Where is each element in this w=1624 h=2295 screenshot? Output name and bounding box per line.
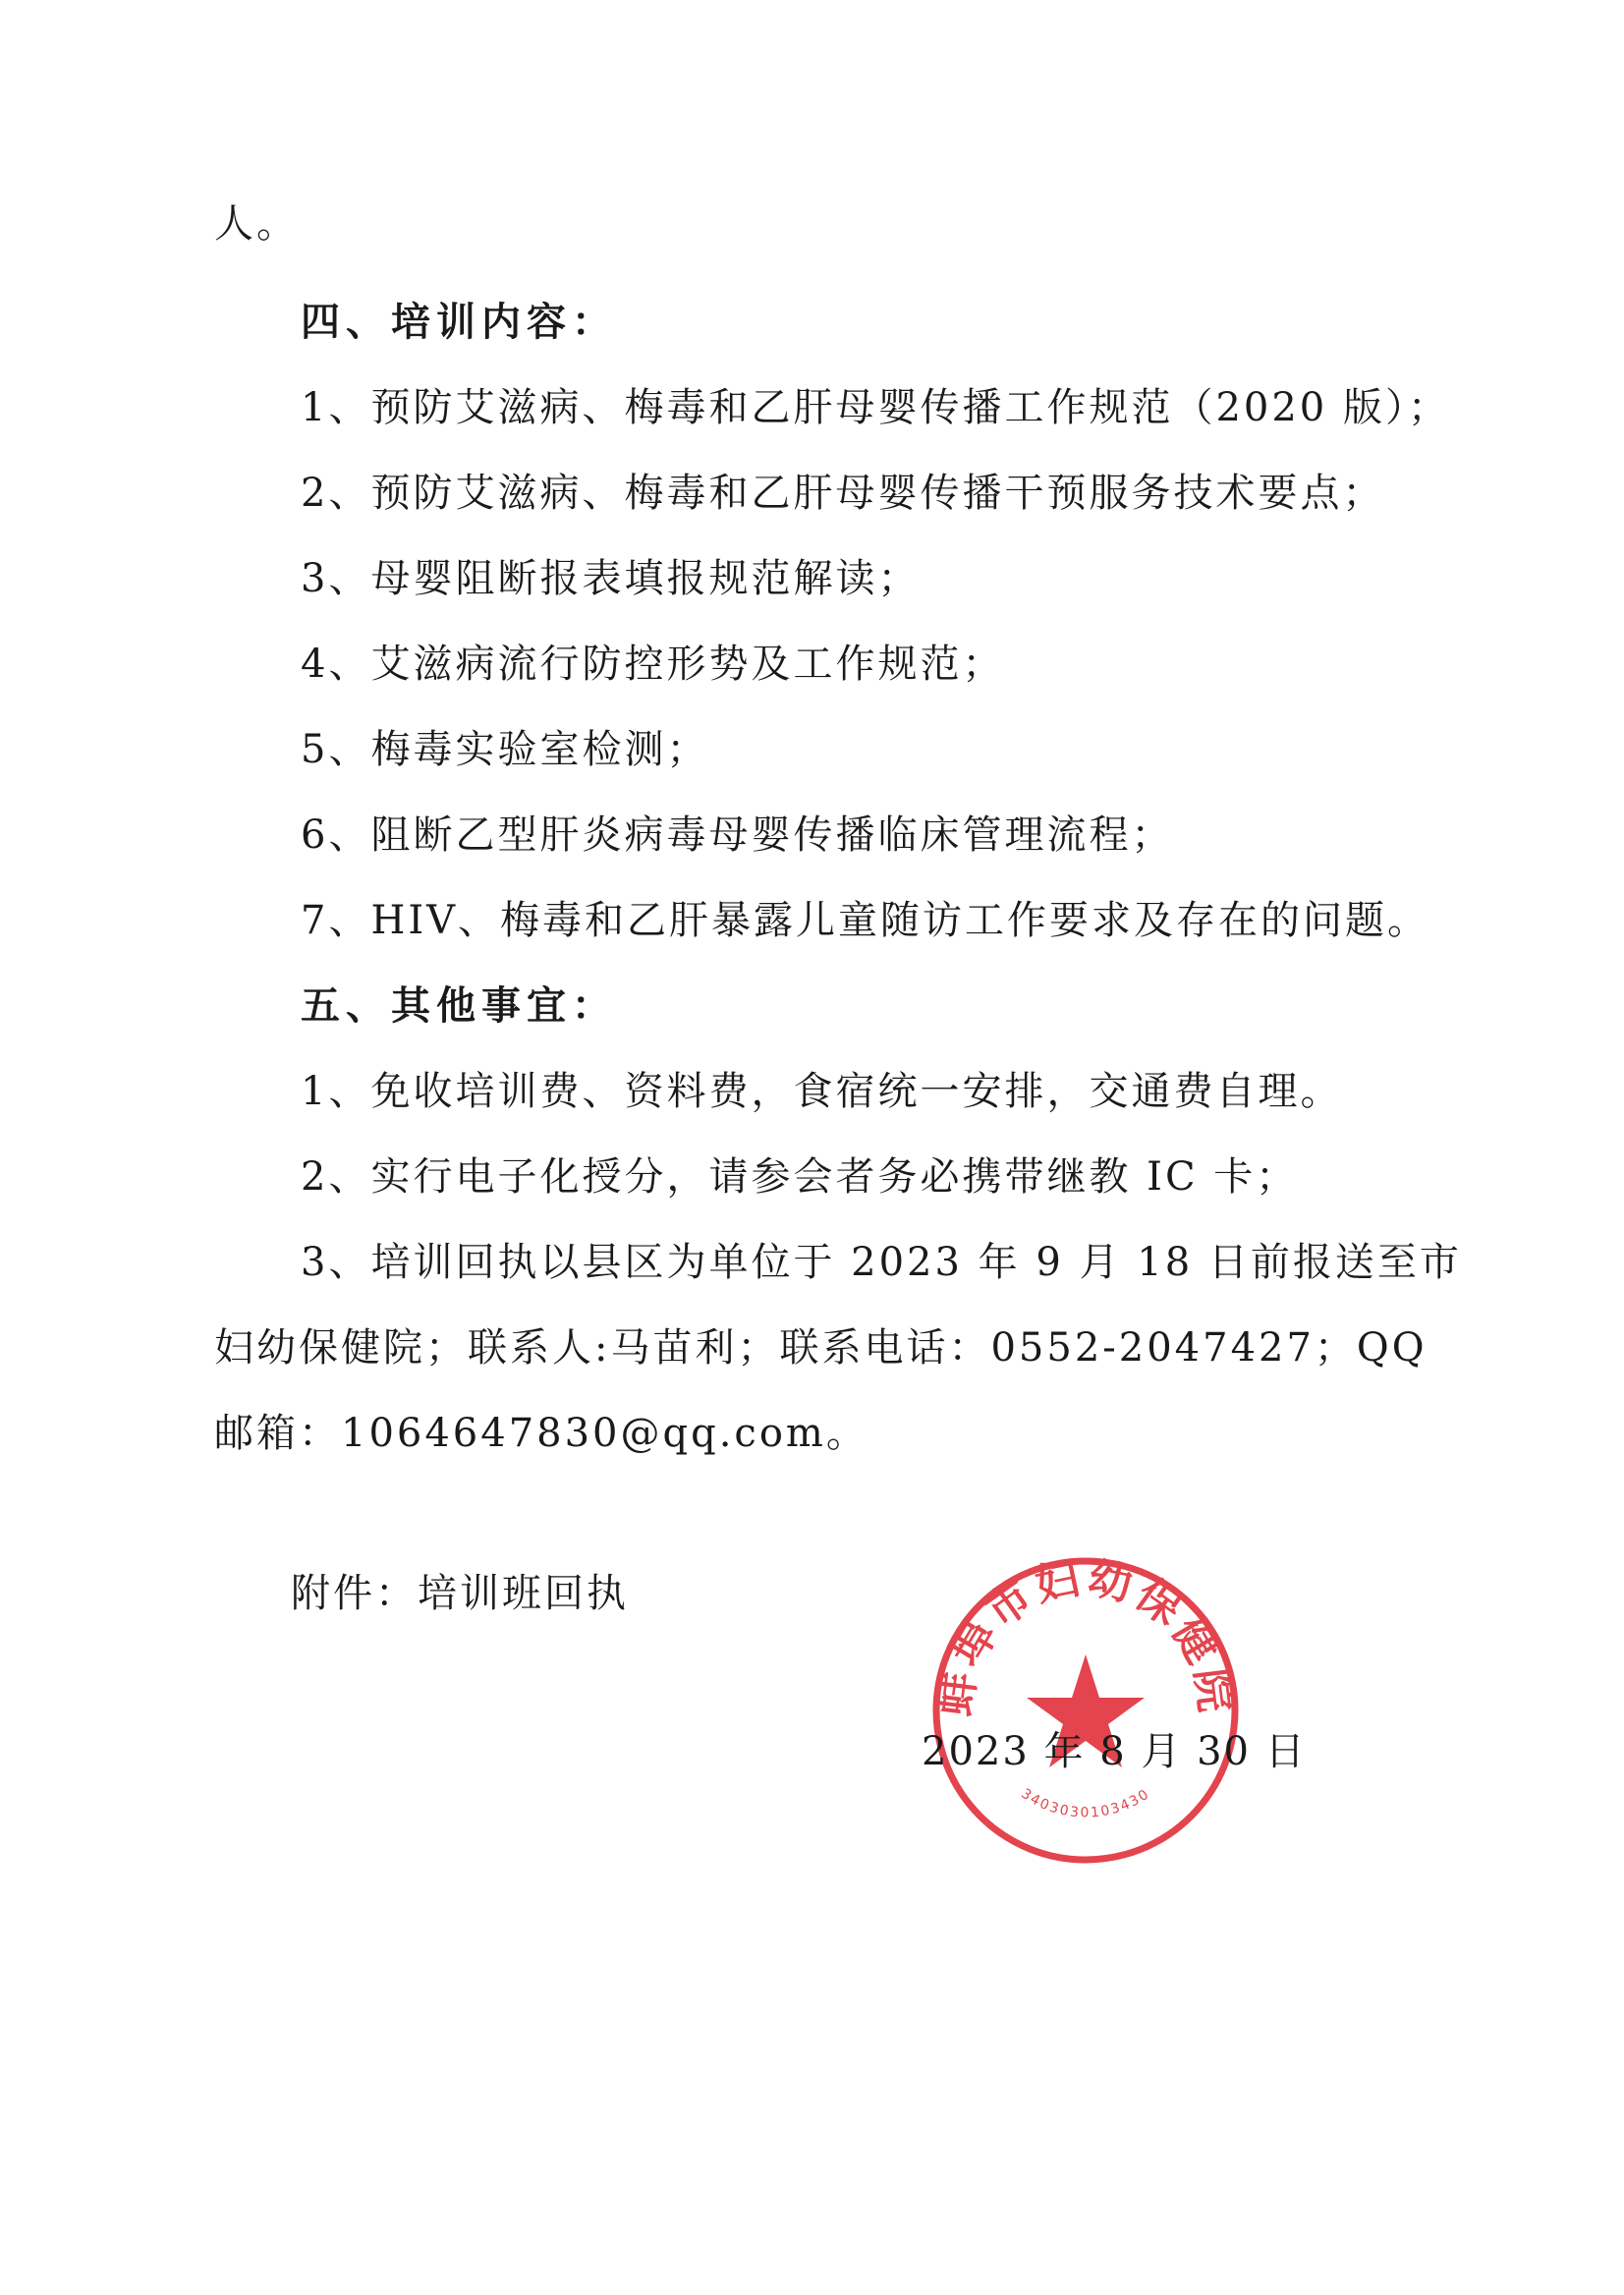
- section-5-item-2: 2、实行电子化授分，请参会者务必携带继教 IC 卡；: [301, 1154, 1299, 1200]
- section-5-item-3-line-3: 邮箱：1064647830@qq.com。: [214, 1411, 868, 1456]
- section-4-item-4: 4、艾滋病流行防控形势及工作规范；: [301, 642, 1005, 687]
- section-4-item-3: 3、母婴阻断报表填报规范解读；: [301, 556, 921, 601]
- attachment-note: 附件：培训班回执: [291, 1571, 629, 1616]
- section-5-item-3-line-2: 妇幼保健院；联系人:马苗利；联系电话：0552-2047427；QQ: [214, 1325, 1428, 1371]
- seal-code-text: 3403030103430: [1018, 1785, 1153, 1821]
- section-5-item-1: 1、免收培训费、资料费，食宿统一安排，交通费自理。: [301, 1069, 1343, 1114]
- seal-name-text: 蚌埠市妇幼保健院: [930, 1554, 1241, 1719]
- section-4-item-5: 5、梅毒实验室检测；: [301, 727, 709, 772]
- section-4-item-2: 2、预防艾滋病、梅毒和乙肝母婴传播干预服务技术要点；: [301, 471, 1385, 516]
- official-seal: [929, 1554, 1242, 1867]
- section-4-title: 四、培训内容：: [301, 299, 617, 345]
- section-4-item-1: 1、预防艾滋病、梅毒和乙肝母婴传播工作规范（2020 版）；: [301, 385, 1450, 430]
- section-4-item-7: 7、HIV、梅毒和乙肝暴露儿童随访工作要求及存在的问题。: [301, 898, 1430, 943]
- section-5-title: 五、其他事宜：: [301, 982, 617, 1029]
- continuation-text: 人。: [214, 201, 299, 247]
- document-date: 2023 年 8 月 30 日: [922, 1729, 1307, 1774]
- section-5-item-3-line-1: 3、培训回执以县区为单位于 2023 年 9 月 18 日前报送至市: [301, 1240, 1462, 1285]
- section-4-item-6: 6、阻断乙型肝炎病毒母婴传播临床管理流程；: [301, 812, 1174, 858]
